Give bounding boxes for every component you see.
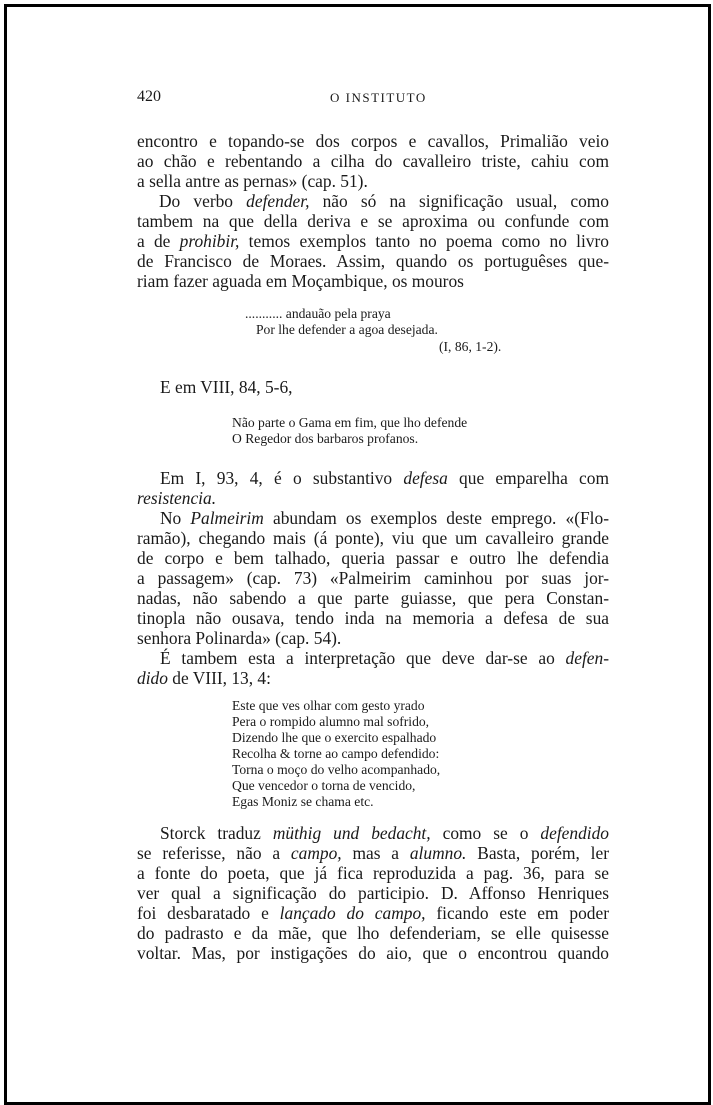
text-line: tambem na que della deriva e se aproxima ou confunde com: [137, 211, 609, 231]
text-span: como se o: [430, 823, 541, 843]
text-span: não só na significação usual, como: [309, 191, 610, 211]
verse-reference: (I, 86, 1-2).: [439, 339, 502, 354]
text-span: abundam os exemplos deste emprego. «(Flo-: [263, 508, 609, 528]
verse-line: Por lhe defender a agoa desejada.: [256, 322, 438, 337]
italic-term: prohibir,: [179, 231, 240, 251]
text-line: ver qual a significação do participio. D. Affonso Henriques: [137, 883, 609, 903]
text-span: a de: [137, 231, 180, 251]
text-line: de corpo e bem talhado, queria passar e outro lhe defendia: [137, 548, 609, 568]
verse-line: O Regedor dos barbaros profanos.: [232, 431, 419, 446]
text-line: senhora Polinarda» (cap. 54).: [137, 628, 342, 648]
text-span: foi desbaratado e: [137, 903, 280, 923]
verse-line: Torna o moço do velho acompanhado,: [232, 762, 441, 777]
text-span: se referisse, não a: [137, 843, 291, 863]
verse-line: Egas Moniz se chama etc.: [232, 794, 374, 809]
text-span: ficando este em poder: [425, 903, 609, 923]
text-line: [137, 231, 609, 251]
text-line: nadas, não sabendo a que parte guiasse, que pera Constan-: [137, 588, 609, 608]
text-span: Em I, 93, 4, é o substantivo: [160, 468, 404, 488]
text-span: que emparelha com: [447, 468, 609, 488]
italic-term: lançado do campo,: [279, 903, 426, 923]
text-line: encontro e topando-se dos corpos e cavallos, Primalião veio: [137, 131, 609, 151]
text-span: Basta, porém, ler: [466, 843, 609, 863]
page-header: [137, 88, 609, 110]
verse-line: Este que ves olhar com gesto yrado: [232, 698, 425, 713]
verse-line: Que vencedor o torna de vencido,: [232, 778, 416, 793]
italic-term: dido: [137, 668, 168, 688]
italic-term: Palmeirim: [190, 508, 264, 528]
text-line: do padrasto e da mãe, que lho defenderiam, se elle quisesse: [137, 923, 609, 943]
text-line: [137, 668, 609, 688]
text-line: [137, 843, 609, 863]
text-line: a sella antre as pernas» (cap. 51).: [137, 171, 368, 191]
verse-line: ........... andauão pela praya: [245, 306, 391, 321]
text-line: [160, 823, 609, 843]
text-line: [160, 468, 609, 488]
text-line: ramão), chegando mais (á ponte), viu que um cavalleiro grande: [137, 528, 609, 548]
text-line: [160, 508, 609, 528]
page-number: 420: [137, 88, 161, 105]
italic-term: alumno.: [409, 843, 467, 863]
text-span: No: [160, 508, 191, 528]
text-line: tinopla não ousava, tendo inda na memoria a defesa de sua: [137, 608, 609, 628]
text-line: [159, 191, 609, 211]
text-span: Do verbo: [159, 191, 247, 211]
italic-term: resistencia.: [137, 488, 217, 508]
italic-term: defesa: [403, 468, 448, 488]
text-span: de VIII, 13, 4:: [167, 668, 271, 688]
verse-line: Não parte o Gama em fim, que lho defende: [232, 415, 468, 430]
verse-line: Pera o rompido alumno mal sofrido,: [232, 714, 430, 729]
italic-term: defen-: [565, 648, 609, 668]
text-line: E em VIII, 84, 5-6,: [160, 377, 293, 397]
text-span: mas a: [341, 843, 410, 863]
text-line: riam fazer aguada em Moçambique, os mouros: [137, 271, 464, 291]
text-line: de Francisco de Moraes. Assim, quando os portuguêses que-: [137, 251, 609, 271]
verse-line: Dizendo lhe que o exercito espalhado: [232, 730, 437, 745]
text-span: Storck traduz: [160, 823, 273, 843]
running-title: O INSTITUTO: [330, 90, 427, 105]
text-line: voltar. Mas, por instigações do aio, que o encontrou quando: [137, 943, 609, 963]
text-line: ao chão e rebentando a cilha do cavalleiro triste, cahiu com: [137, 151, 609, 171]
text-line: a fonte do poeta, que já fica reproduzida a pag. 36, para se: [137, 863, 609, 883]
text-line: a passagem» (cap. 73) «Palmeirim caminhou por suas jor-: [137, 568, 609, 588]
text-line: [137, 488, 609, 508]
italic-term: defender,: [246, 191, 310, 211]
verse-line: Recolha & torne ao campo defendido:: [232, 746, 440, 761]
italic-term: defendido: [540, 823, 609, 843]
italic-term: müthig und bedacht,: [272, 823, 431, 843]
text-span: É tambem esta a interpretação que deve dar-se ao: [160, 648, 566, 668]
text-line: [137, 903, 609, 923]
text-span: temos exemplos tanto no poema como no livro: [239, 231, 609, 251]
text-line: [160, 648, 609, 668]
italic-term: campo,: [290, 843, 342, 863]
